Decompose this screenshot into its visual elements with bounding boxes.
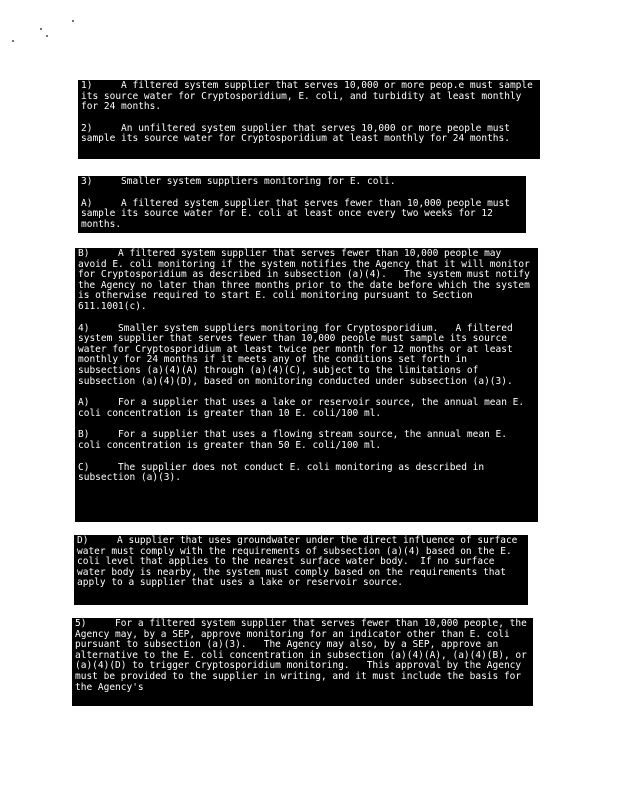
paragraph-4a: A) For a supplier that uses a lake or reservoir source, the annual mean E. coli concentration is greater than 10 E. coli/100 ml. — [78, 397, 530, 419]
paragraph-4d: D) A supplier that uses groundwater under the direct influence of surface water must comply with the requirements of subsection (a)(4) based on the E. coli level that applies to the nearest surface water body. If no surface water body is nearby, the system must comply based on the requirements that apply to a supplier that uses a lake or reservoir source. — [77, 535, 524, 589]
paragraph-2: 2) An unfiltered system supplier that serves 10,000 or more people must sample its source water for Cryptosporidium at least monthly for 24 months. — [81, 122, 516, 145]
scan-speck — [40, 28, 42, 30]
text-block-4 — [75, 248, 538, 522]
paragraph-1: 1) A filtered system supplier that serves 10,000 or more peop.e must sample its source water for Cryptosporidium, E. coli, and turbidity at least monthly for 24 months. — [81, 80, 539, 113]
paragraph-3b: B) A filtered system supplier that serves fewer than 10,000 people may avoid E. coli monitoring if the system notifies the Agency that it will monitor for Cryptosporidium as described in subsection (a)(4). The system must notify the Agency no later than three months prior to the date before which the system is otherwise required to start E. coli monitoring pursuant to Section 611.1001(c). — [78, 248, 536, 312]
paragraph-3a: A) A filtered system supplier that serves fewer than 10,000 people must sample its source water for E. coli at least once every two weeks for 12 months. — [81, 197, 516, 230]
paragraph-3: 3) Smaller system suppliers monitoring for E. coli. — [81, 176, 396, 187]
text-block-1-2 — [78, 80, 540, 159]
paragraph-4b: B) For a supplier that uses a flowing stream source, the annual mean E. coli concentration is greater than 50 E. coli/100 ml. — [78, 429, 513, 451]
scan-speck — [12, 40, 14, 42]
text-block-6 — [72, 618, 533, 706]
text-block-3 — [78, 176, 526, 233]
paragraph-4c: C) The supplier does not conduct E. coli monitoring as described in subsection (a)(3). — [78, 461, 490, 484]
text-block-5 — [74, 535, 528, 605]
scan-speck — [72, 20, 74, 22]
paragraph-5: 5) For a filtered system supplier that serves fewer than 10,000 people, the Agency may, by a SEP, approve monitoring for an indicator other than E. coli pursuant to subsection (a)(3). The Agency may also, by a SEP, approve an alternative to the E. coli concentration in subsection (a)(4)(A), (a)(4)(B), or (a)(4)(D) to trigger Cryptosporidium monitoring. This approval by the Agency must be provided to the supplier in writing, and it must include the basis for the Agency's — [75, 618, 533, 693]
paragraph-4: 4) Smaller system suppliers monitoring for Cryptosporidium. A filtered system supplier that serves fewer than 10,000 people must sample its source water for Cryptosporidium at least twice per month for 12 months or at least monthly for 24 months if it meets any of the conditions set forth in subsections (a)(4)(A) through (a)(4)(C), subject to the limitations of subsection (a)(4)(D), based on monitoring conducted under subsection (a)(3). — [78, 322, 519, 387]
scan-speck — [46, 35, 48, 37]
